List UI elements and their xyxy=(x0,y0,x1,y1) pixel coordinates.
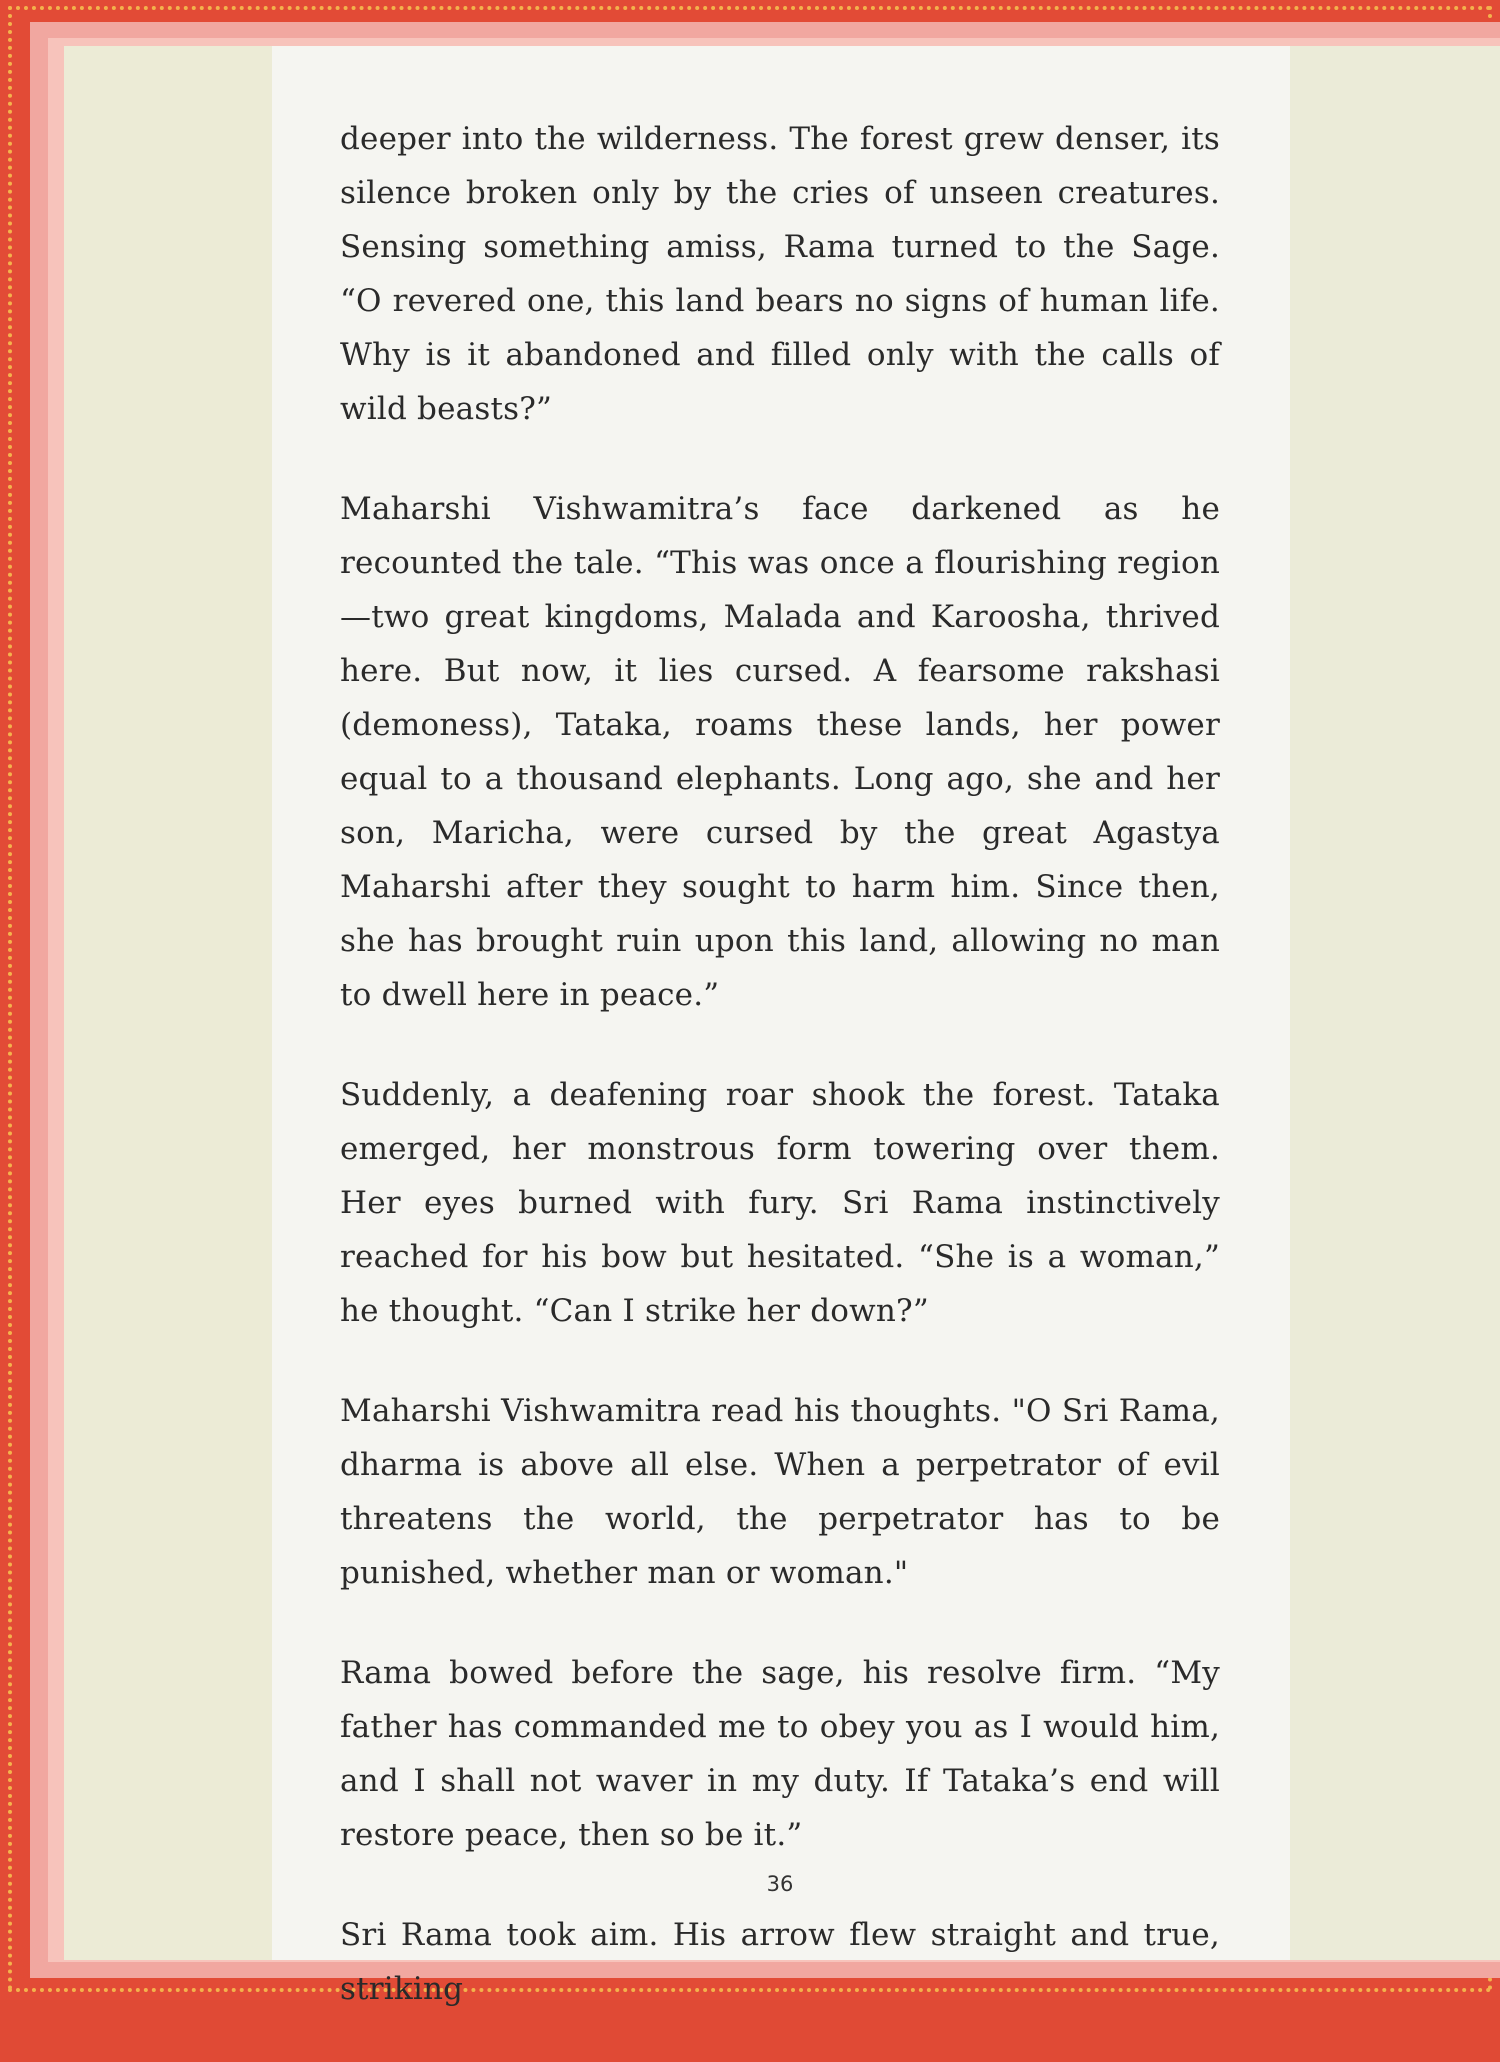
story-text xyxy=(340,112,1220,2062)
story-paragraph-1: deeper into the wilderness. The forest grew denser, its silence broken only by the cries of unseen creatures. Sensing something amiss, Rama turned to the Sage. “O revered one, this land bears no signs of human life. Why is it abandoned and filled only with the calls of wild beasts?” xyxy=(340,121,1220,427)
story-paragraph-3: Suddenly, a deafening roar shook the forest. Tataka emerged, her monstrous form towering over them. Her eyes burned with fury. Sri Rama instinctively reached for his bow but hesitated. “She is a woman,” he thought. “Can I strike her down?” xyxy=(340,1077,1220,1329)
story-paragraph-2: Maharshi Vishwamitra’s face darkened as he recounted the tale. “This was once a flourishing region—two great kingdoms, Malada and Karoosha, thrived here. But now, it lies cursed. A fearsome rakshasi (demoness), Tataka, roams these lands, her power equal to a thousand elephants. Long ago, she and her son, Maricha, were cursed by the great Agastya Maharshi after they sought to harm him. Since then, she has brought ruin upon this land, allowing no man to dwell here in peace.” xyxy=(340,491,1220,1013)
story-paragraph-6: Sri Rama took aim. His arrow flew straight and true, striking xyxy=(340,1917,1220,2007)
story-paragraph-4: Maharshi Vishwamitra read his thoughts. "O Sri Rama, dharma is above all else. When a perpetrator of evil threatens the world, the perpetrator has to be punished, whether man or woman." xyxy=(340,1393,1220,1591)
right-margin-strip xyxy=(1290,46,1500,1960)
page-number: 36 xyxy=(766,1872,794,1896)
story-paragraph-5: Rama bowed before the sage, his resolve firm. “My father has commanded me to obey you as I would him, and I shall not waver in my duty. If Tataka’s end will restore peace, then so be it.” xyxy=(340,1655,1220,1853)
